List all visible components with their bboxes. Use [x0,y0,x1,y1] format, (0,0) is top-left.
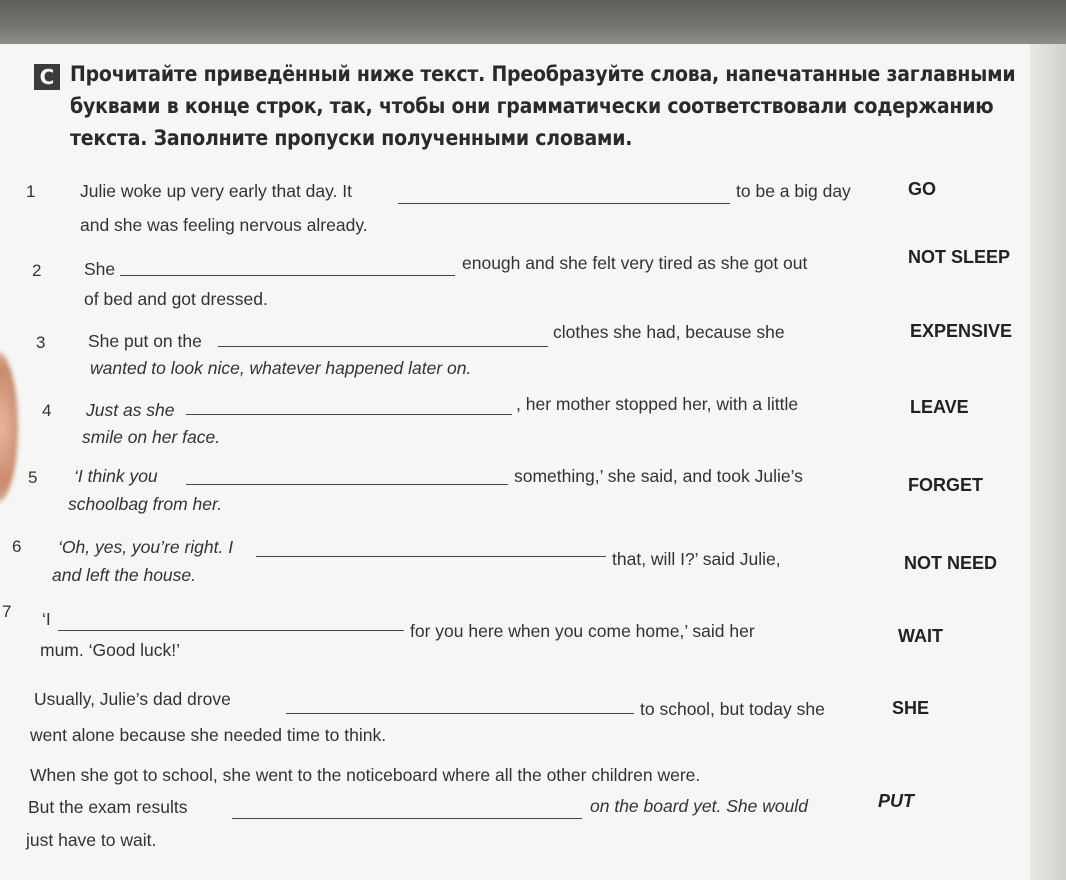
item-text-before: She [84,259,116,279]
item-text-continued: mum. ‘Good luck!’ [40,640,181,660]
item-number: 2 [32,261,42,280]
item-keyword: EXPENSIVE [910,321,1013,341]
item-number: 4 [42,401,52,420]
answer-blank[interactable] [232,818,582,819]
answer-blank[interactable] [256,556,606,557]
item-text-after: , her mother stopped her, with a little [516,394,799,414]
item-number: 6 [12,537,22,556]
item-keyword: NOT SLEEP [908,247,1011,267]
item-text-before: ‘Oh, yes, you’re right. I [58,537,234,557]
item-keyword: LEAVE [910,397,969,417]
item-keyword: NOT NEED [904,553,998,573]
item-text-before: But the exam results [28,797,188,817]
item-number: 7 [2,602,12,621]
item-number: 1 [26,182,36,201]
item-text-after: to be a big day [736,181,851,201]
item-text-before: ‘I [42,609,51,629]
item-text-before: Just as she [86,400,175,420]
answer-blank[interactable] [218,346,548,347]
answer-blank[interactable] [120,275,455,276]
answer-blank[interactable] [186,484,508,485]
item-keyword: SHE [892,698,930,718]
item-text-after: something,’ she said, and took Julie’s [514,466,803,486]
item-keyword: PUT [878,791,914,811]
photo-right-edge [1030,44,1066,880]
photo-top-edge [0,0,1066,44]
item-keyword: GO [908,179,937,199]
item-text-continued: and she was feeling nervous already. [80,215,368,235]
item-text-continued: went alone because she needed time to think. [30,725,387,745]
item-text-after: for you here when you come home,’ said her [410,621,755,641]
paper-sheet [0,44,1030,880]
answer-blank[interactable] [398,203,730,204]
item-number: 5 [28,468,38,487]
item-text-continued: wanted to look nice, whatever happened later on. [90,358,472,378]
item-text-after: clothes she had, because she [553,322,785,342]
item-text-continued: smile on her face. [82,427,221,447]
item-text-continued: of bed and got dressed. [84,289,268,309]
item-text-continued: just have to wait. [26,830,157,850]
item-text-continued: schoolbag from her. [68,494,223,514]
item-keyword: FORGET [908,475,983,495]
paragraph-line: When she got to school, she went to the noticeboard where all the other children were. [30,765,701,785]
item-text-after: to school, but today she [640,699,825,719]
exercise-instructions: Прочитайте приведённый ниже текст. Преобразуйте слова, напечатанные заглавными буквами в конце строк, так, чтобы они грамматически соответствовали содержанию текста. Заполните пропуски полученными словами. [70,62,1016,150]
item-text-before: Julie woke up very early that day. It [80,181,353,201]
answer-blank[interactable] [186,414,512,415]
item-keyword: WAIT [898,626,943,646]
item-text-before: She put on the [88,331,202,351]
answer-blank[interactable] [58,630,404,631]
item-number: 3 [36,333,46,352]
item-text-before: Usually, Julie’s dad drove [34,689,231,709]
item-text-after: that, will I?’ said Julie, [612,549,781,569]
item-text-after: on the board yet. She would [590,796,808,816]
exercise-badge: C [34,64,60,90]
item-text-before: ‘I think you [74,466,158,486]
item-text-continued: and left the house. [52,565,196,585]
item-text-after: enough and she felt very tired as she got out [462,253,808,273]
answer-blank[interactable] [286,713,634,714]
